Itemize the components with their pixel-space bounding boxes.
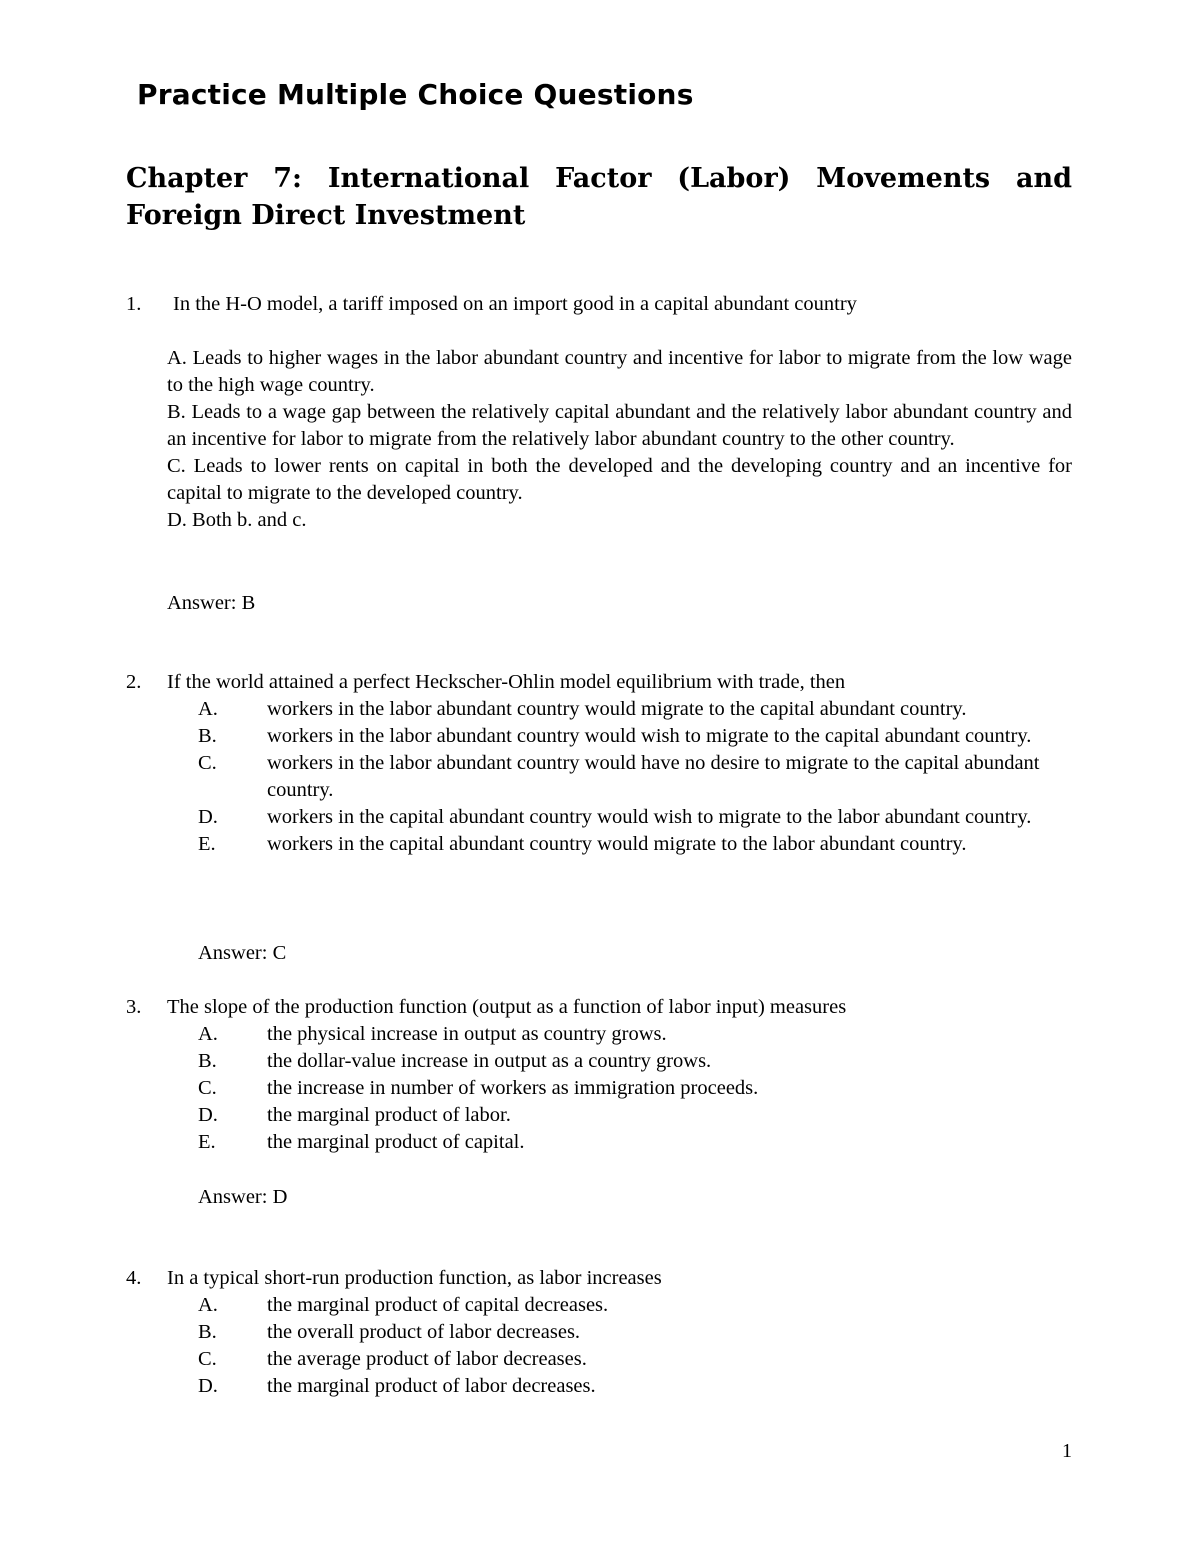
option-letter: E. xyxy=(198,833,216,855)
question-number: 1. xyxy=(126,293,142,315)
option-list xyxy=(198,696,1072,858)
answer: Answer: C xyxy=(198,942,287,964)
option-a xyxy=(198,696,1072,723)
option-letter: B. xyxy=(198,1050,217,1072)
option-letter: C. xyxy=(198,752,217,774)
option-list xyxy=(167,345,1072,534)
option-e xyxy=(198,831,1072,858)
option-b xyxy=(198,1048,1072,1075)
option-text: the marginal product of labor. xyxy=(267,1104,511,1126)
question-number: 3. xyxy=(126,996,142,1018)
option-list xyxy=(198,1021,1072,1156)
option-text: workers in the labor abundant country would wish to migrate to the capital abundant country. xyxy=(267,725,1032,747)
option-text: the marginal product of capital decreases. xyxy=(267,1294,609,1316)
option-text: the marginal product of capital. xyxy=(267,1131,525,1153)
option-letter: A. xyxy=(198,1294,218,1316)
option-text: the average product of labor decreases. xyxy=(267,1348,587,1370)
option-text: workers in the labor abundant country would migrate to the capital abundant country. xyxy=(267,698,967,720)
option-letter: B. xyxy=(198,1321,217,1343)
option-list xyxy=(198,1292,1072,1400)
question-stem: The slope of the production function (output as a function of labor input) measures xyxy=(167,996,847,1018)
option-text: the increase in number of workers as immigration proceeds. xyxy=(267,1077,759,1099)
page-number: 1 xyxy=(1062,1440,1072,1462)
option-d xyxy=(198,1373,1072,1400)
chapter-heading: Chapter 7: International Factor (Labor) Movements and Foreign Direct Investment xyxy=(126,163,1072,231)
option-c: C. Leads to lower rents on capital in both the developed and the developing country and an incentive for capital to migrate to the developed country. xyxy=(167,455,1072,504)
option-letter: A. xyxy=(198,1023,218,1045)
option-b xyxy=(198,723,1072,750)
option-letter: E. xyxy=(198,1131,216,1153)
question-number: 4. xyxy=(126,1267,142,1289)
option-b: B. Leads to a wage gap between the relatively capital abundant and the relatively labor abundant country and an incentive for labor to migrate from the relatively labor abundant country to the other country. xyxy=(167,401,1072,450)
option-letter: C. xyxy=(198,1348,217,1370)
option-d xyxy=(198,804,1072,831)
option-b xyxy=(198,1319,1072,1346)
option-d: D. Both b. and c. xyxy=(167,509,307,531)
question-stem: In the H-O model, a tariff imposed on an import good in a capital abundant country xyxy=(173,293,857,315)
option-letter: D. xyxy=(198,806,218,828)
option-a xyxy=(198,1021,1072,1048)
answer: Answer: D xyxy=(198,1186,288,1208)
question-stem: If the world attained a perfect Heckscher-Ohlin model equilibrium with trade, then xyxy=(167,671,846,693)
option-text: workers in the labor abundant country would have no desire to migrate to the capital abundant country. xyxy=(267,752,1040,801)
answer: Answer: B xyxy=(167,592,256,614)
option-c xyxy=(198,1075,1072,1102)
option-d xyxy=(198,1102,1072,1129)
question-number: 2. xyxy=(126,671,142,693)
option-text: workers in the capital abundant country would migrate to the labor abundant country. xyxy=(267,833,967,855)
document-title: Practice Multiple Choice Questions xyxy=(137,78,694,111)
option-e xyxy=(198,1129,1072,1156)
option-c xyxy=(198,750,1072,804)
option-a xyxy=(198,1292,1072,1319)
option-text: the marginal product of labor decreases. xyxy=(267,1375,596,1397)
option-letter: B. xyxy=(198,725,217,747)
option-text: workers in the capital abundant country would wish to migrate to the labor abundant country. xyxy=(267,806,1032,828)
option-letter: A. xyxy=(198,698,218,720)
question-stem: In a typical short-run production function, as labor increases xyxy=(167,1267,662,1289)
option-text: the physical increase in output as country grows. xyxy=(267,1023,667,1045)
option-letter: D. xyxy=(198,1104,218,1126)
option-text: the dollar-value increase in output as a country grows. xyxy=(267,1050,712,1072)
option-c xyxy=(198,1346,1072,1373)
option-letter: D. xyxy=(198,1375,218,1397)
option-text: the overall product of labor decreases. xyxy=(267,1321,581,1343)
option-letter: C. xyxy=(198,1077,217,1099)
option-a: A. Leads to higher wages in the labor abundant country and incentive for labor to migrate from the low wage to the high wage country. xyxy=(167,347,1072,396)
